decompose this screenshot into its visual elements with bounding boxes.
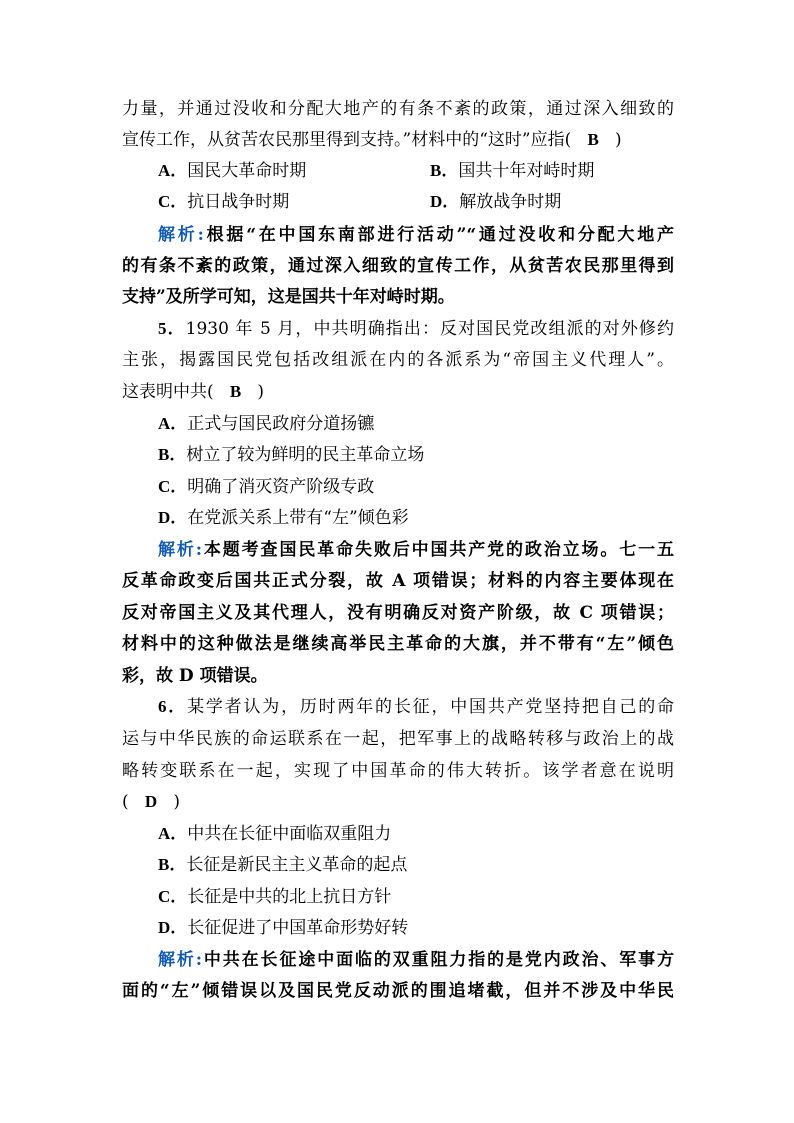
question-number: 5． xyxy=(158,319,186,338)
answer-paren-close: ) xyxy=(615,130,622,150)
option-text: 中共在长征中面临双重阻力 xyxy=(187,824,392,844)
option-text: 明确了消灭资产阶级专政 xyxy=(187,477,375,497)
q5-stem-line-with-answer xyxy=(122,381,674,403)
q5-answer: B xyxy=(229,382,242,401)
option-label: A． xyxy=(158,414,188,433)
option-label: C． xyxy=(158,192,188,211)
q5-stem-text: 1930 年 5 月，中共明确指出：反对国民党改组派的对外修约 xyxy=(185,319,675,339)
q6-answer-line xyxy=(122,791,674,813)
analysis-text: 本题考查国民革命失败后中国共产党的政治立场。七一五 xyxy=(202,540,675,560)
option-label: D． xyxy=(430,192,460,211)
q4-option-a xyxy=(158,160,674,182)
option-label: A． xyxy=(158,161,188,180)
q4-stem-line-with-answer xyxy=(122,129,674,151)
q5-option-b xyxy=(158,444,674,466)
answer-paren-open: ( xyxy=(122,792,129,812)
option-text: 国共十年对峙时期 xyxy=(458,161,595,181)
q6-option-c xyxy=(158,886,674,908)
q4-analysis-line: 支持”及所学可知，这是国共十年对峙时期。 xyxy=(122,287,455,307)
q5-option-d xyxy=(158,507,674,529)
analysis-text: 根据“在中国东南部进行活动”“通过没收和分配大地产 xyxy=(203,225,674,245)
q4-stem-text: 宣传工作，从贫苦农民那里得到支持。”材料中的“这时”应指 xyxy=(122,130,565,150)
option-label: D． xyxy=(158,918,188,937)
option-label: C． xyxy=(158,887,188,906)
answer-paren-open: ( xyxy=(564,130,572,150)
q6-option-d xyxy=(158,917,674,939)
q6-option-b xyxy=(158,854,674,876)
option-text: 解放战争时期 xyxy=(459,192,562,212)
q6-analysis-line xyxy=(158,949,674,971)
q5-analysis-line xyxy=(158,539,674,561)
q4-analysis-line xyxy=(158,224,674,246)
option-label: B． xyxy=(430,161,459,180)
option-text: 国民大革命时期 xyxy=(187,161,307,181)
answer-paren-close: ) xyxy=(257,382,265,402)
q6-stem-text: 某学者认为，历时两年的长征，中国共产党坚持把自己的命 xyxy=(187,697,674,717)
q5-option-c xyxy=(158,476,674,498)
q4-option-b xyxy=(430,160,594,182)
q5-analysis-line: 反对帝国主义及其代理人，没有明确反对资产阶级，故 C 项错误； xyxy=(122,603,674,623)
option-label: B． xyxy=(158,445,187,464)
option-text: 长征是新民主主义革命的起点 xyxy=(186,855,408,875)
q6-answer: D xyxy=(144,792,158,811)
q4-answer: B xyxy=(587,130,599,149)
q5-stem-text: 这表明中共 xyxy=(122,382,207,402)
q4-option-c xyxy=(158,191,674,213)
option-label: D． xyxy=(158,508,188,527)
option-label: A． xyxy=(158,824,188,843)
option-text: 抗日战争时期 xyxy=(187,192,290,212)
q4-stem-line: 力量，并通过没收和分配大地产的有条不紊的政策，通过深入细致的 xyxy=(122,99,674,119)
q6-analysis-line: 面的“左”倾错误以及国民党反动派的围追堵截，但并不涉及中华民 xyxy=(122,981,674,1001)
q6-option-a xyxy=(158,823,674,845)
analysis-text: 中共在长征途中面临的双重阻力指的是党内政治、军事方 xyxy=(202,950,675,970)
q5-stem-line: 主张，揭露国民党包括改组派在内的各派系为“帝国主义代理人”。 xyxy=(122,350,674,370)
option-text: 长征促进了中国革命形势好转 xyxy=(187,918,409,938)
q6-stem-line: 略转变联系在一起，实现了中国革命的伟大转折。该学者意在说明 xyxy=(122,761,674,781)
question-number: 6． xyxy=(158,697,188,716)
q6-stem-line: 运与中华民族的命运联系在一起，把军事上的战略转移与政治上的战 xyxy=(122,729,674,749)
q4-analysis-line: 的有条不紊的政策，通过深入细致的宣传工作，从贫苦农民那里得到 xyxy=(122,256,674,276)
q4-option-d xyxy=(430,191,561,213)
analysis-label: 解析: xyxy=(158,540,203,560)
analysis-label: 解析: xyxy=(158,225,204,245)
option-text: 正式与国民政府分道扬镳 xyxy=(187,414,375,434)
q5-analysis-line: 材料中的这种做法是继续高举民主革命的大旗，并不带有“左”倾色 xyxy=(122,634,674,654)
q5-analysis-line: 彩，故 D 项错误。 xyxy=(122,666,268,686)
option-label: C． xyxy=(158,477,188,496)
option-text: 在党派关系上带有“左”倾色彩 xyxy=(187,508,409,528)
q5-stem-line xyxy=(158,318,674,340)
option-label: B． xyxy=(158,855,187,874)
option-text: 树立了较为鲜明的民主革命立场 xyxy=(186,445,425,465)
answer-paren-open: ( xyxy=(207,382,214,402)
answer-paren-close: ) xyxy=(173,792,180,812)
option-text: 长征是中共的北上抗日方针 xyxy=(187,887,392,907)
q5-option-a xyxy=(158,413,674,435)
analysis-label: 解析: xyxy=(158,950,203,970)
q5-analysis-line: 反革命政变后国共正式分裂，故 A 项错误；材料的内容主要体现在 xyxy=(122,571,674,591)
q6-stem-line xyxy=(158,696,674,718)
